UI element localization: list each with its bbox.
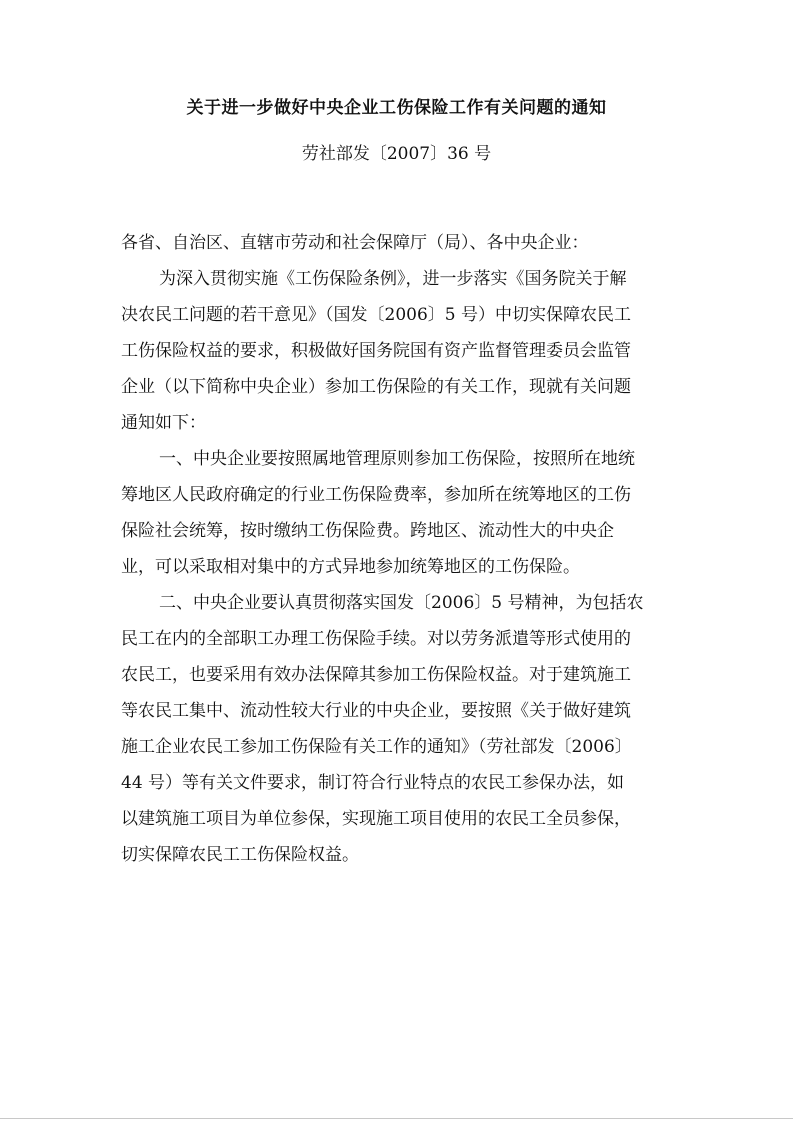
body-line: 通知如下： [121, 413, 206, 433]
document-title: 关于进一步做好中央企业工伤保险工作有关问题的通知 [186, 98, 607, 118]
page-bottom-divider [0, 1118, 793, 1119]
body-line: 44 号）等有关文件要求，制订符合行业特点的农民工参保办法，如 [121, 773, 625, 793]
body-line: 切实保障农民工工伤保险权益。 [121, 845, 359, 865]
body-line: 农民工，也要采用有效办法保障其参加工伤保险权益。对于建筑施工 [121, 665, 631, 685]
body-line: 筹地区人民政府确定的行业工伤保险费率，参加所在统筹地区的工伤 [121, 485, 631, 505]
body-line: 一、中央企业要按照属地管理原则参加工伤保险，按照所在地统 [159, 449, 635, 469]
document-number: 劳社部发〔2007〕36 号 [301, 144, 492, 164]
body-line: 二、中央企业要认真贯彻落实国发〔2006〕5 号精神，为包括农 [159, 593, 644, 613]
document-body [121, 225, 676, 873]
body-line: 工伤保险权益的要求，积极做好国务院国有资产监督管理委员会监管 [121, 341, 631, 361]
body-line: 等农民工集中、流动性较大行业的中央企业，要按照《关于做好建筑 [121, 701, 631, 721]
body-line: 保险社会统筹，按时缴纳工伤保险费。跨地区、流动性大的中央企 [121, 521, 614, 541]
body-line: 为深入贯彻实施《工伤保险条例》，进一步落实《国务院关于解 [159, 269, 627, 289]
body-line: 企业（以下简称中央企业）参加工伤保险的有关工作，现就有关问题 [121, 377, 631, 397]
body-line: 以建筑施工项目为单位参保，实现施工项目使用的农民工全员参保， [121, 809, 631, 829]
salutation-line: 各省、自治区、直辖市劳动和社会保障厅（局）、各中央企业： [121, 233, 589, 253]
body-line: 业，可以采取相对集中的方式异地参加统筹地区的工伤保险。 [121, 557, 580, 577]
body-line: 决农民工问题的若干意见》（国发〔2006〕5 号）中切实保障农民工 [121, 305, 631, 325]
body-line: 民工在内的全部职工办理工伤保险手续。对以劳务派遣等形式使用的 [121, 629, 631, 649]
body-line: 施工企业农民工参加工伤保险有关工作的通知》（劳社部发〔2006〕 [121, 737, 632, 757]
